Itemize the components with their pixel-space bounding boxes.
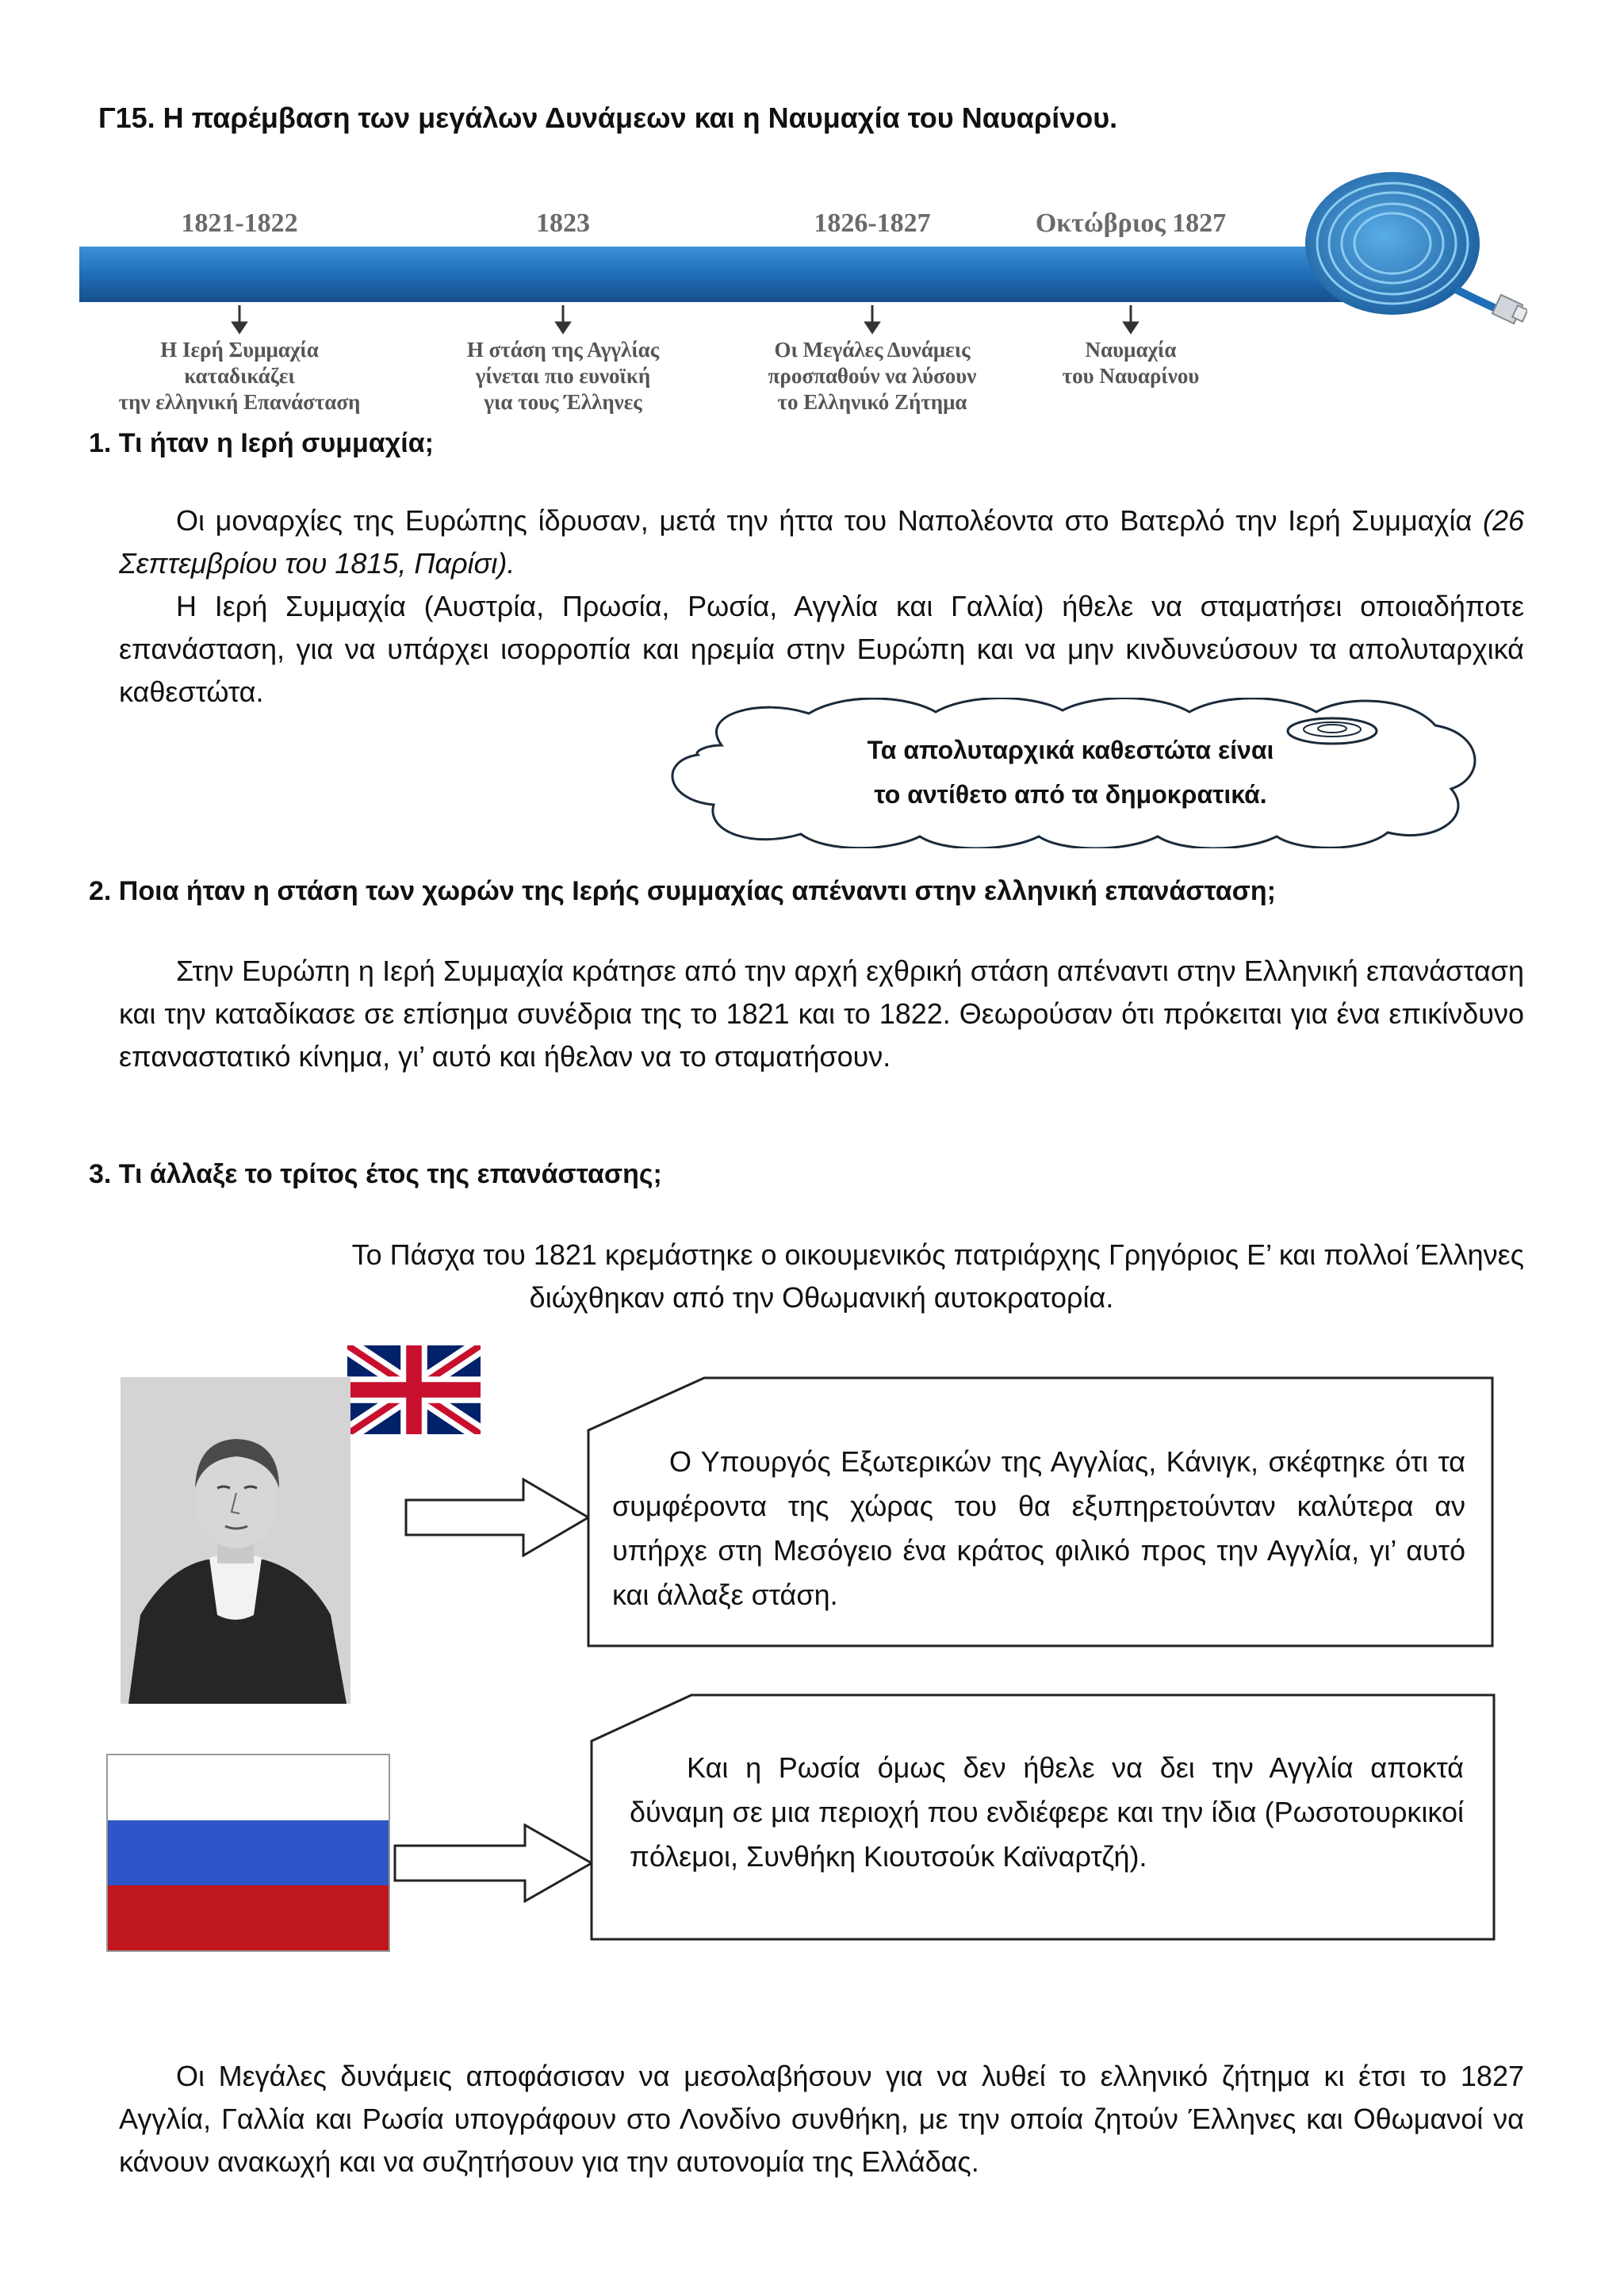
russian-flag	[106, 1754, 390, 1952]
cloud-text: Τα απολυταρχικά καθεστώτα είναι το αντίθετο από τα δημοκρατικά.	[867, 736, 1274, 809]
question-1-heading: 1. Τι ήταν η Ιερή συμμαχία;	[89, 428, 434, 458]
page-title: Γ15. Η παρέμβαση των μεγάλων Δυνάμεων και η Ναυμαχία του Ναυαρίνου.	[98, 101, 1118, 134]
timeline-year: 1823	[536, 209, 590, 238]
canning-portrait	[121, 1377, 350, 1704]
russia-callout	[588, 1693, 1497, 1941]
russia-callout-text: Και η Ρωσία όμως δεν ήθελε να δει την Αγγλία αποκτά δύναμη σε μια περιοχή που ενδιέφερε και την ίδια (Ρωσοτουρκικοί πόλεμοι, Συνθήκη Κιουτσούκ Καϊναρτζή).	[630, 1751, 1464, 1873]
england-callout	[585, 1376, 1496, 1647]
timeline-desc: Οι Μεγάλες Δυνάμεις προσπαθούν να λύσουν το Ελληνικό Ζήτημα	[768, 338, 977, 414]
timeline-desc: Η Ιερή Συμμαχία καταδικάζει την ελληνική Επανάσταση	[118, 338, 361, 414]
question-2-body: Στην Ευρώπη η Ιερή Συμμαχία κράτησε από την αρχή εχθρική στάση απέναντι στην Ελληνική επανάσταση και την καταδίκασε σε επίσημα συνέδρια της το 1821 και το 1822. Θεωρούσαν ότι πρόκειται για ένα επικίνδυνο επαναστατικό κίνημα, γι’ αυτό και ήθελαν να το σταματήσουν.	[119, 955, 1524, 1073]
timeline	[76, 170, 1527, 432]
question-1-body: Οι μοναρχίες της Ευρώπης ίδρυσαν, μετά την ήττα του Ναπολέοντα στο Βατερλό την Ιερή Συμμαχία (26 Σεπτεμβρίου του 1815, Παρίσι). Η Ιερή Συμμαχία (Αυστρία, Πρωσία, Ρωσία, Αγγλία και Γαλλία) ήθελε να σταματήσει οποιαδήποτε επανάσταση, για να υπάρχει ισορροπία και ηρεμία στην Ευρώπη και να μην κινδυνεύσουν τα απολυταρχικά καθεστώτα.	[119, 504, 1524, 708]
union-jack-flag	[347, 1345, 481, 1434]
timeline-desc: Η στάση της Αγγλίας γίνεται πιο ευνοϊκή για τους Έλληνες	[466, 338, 660, 414]
timeline-year: 1826-1827	[814, 209, 931, 238]
question-3-heading: 3. Τι άλλαξε το τρίτος έτος της επανάστασης;	[89, 1159, 662, 1189]
timeline-desc: Ναυμαχία του Ναυαρίνου	[1062, 338, 1200, 388]
closing-paragraph: Οι Μεγάλες δυνάμεις αποφάσισαν να μεσολαβήσουν για να λυθεί το ελληνικό ζήτημα κι έτσι το 1827 Αγγλία, Γαλλία και Ρωσία υπογράφουν στο Λονδίνο συνθήκη, με την οποία ζητούν Έλληνες και Οθωμανοί να κάνουν ανακωχή και να συζητήσουν για την αυτονομία της Ελλάδας.	[119, 2060, 1524, 2178]
arrow-right-icon	[404, 1478, 592, 1557]
question-3-intro: Το Πάσχα του 1821 κρεμάστηκε ο οικουμενικός πατριάρχης Γρηγόριος Ε’ και πολλοί Έλληνες διώχθηκαν από την Οθωμανική αυτοκρατορία.	[351, 1238, 1524, 1314]
timeline-year: Οκτώβριος 1827	[1035, 209, 1227, 238]
question-2-heading: 2. Ποια ήταν η στάση των χωρών της Ιερής συμμαχίας απέναντι στην ελληνική επανάσταση;	[89, 876, 1276, 906]
arrow-right-icon	[393, 1823, 595, 1903]
england-callout-text: Ο Υπουργός Εξωτερικών της Αγγλίας, Κάνιγκ, σκέφτηκε ότι τα συμφέροντα της χώρας του θα εξυπηρετούνταν καλύτερα αν υπήρχε στη Μεσόγειο ένα κράτος φιλικό προς την Αγγλία, γι’ αυτό και άλλαξε στάση.	[612, 1445, 1465, 1611]
cloud-callout	[650, 698, 1491, 848]
timeline-year: 1821-1822	[181, 209, 298, 238]
